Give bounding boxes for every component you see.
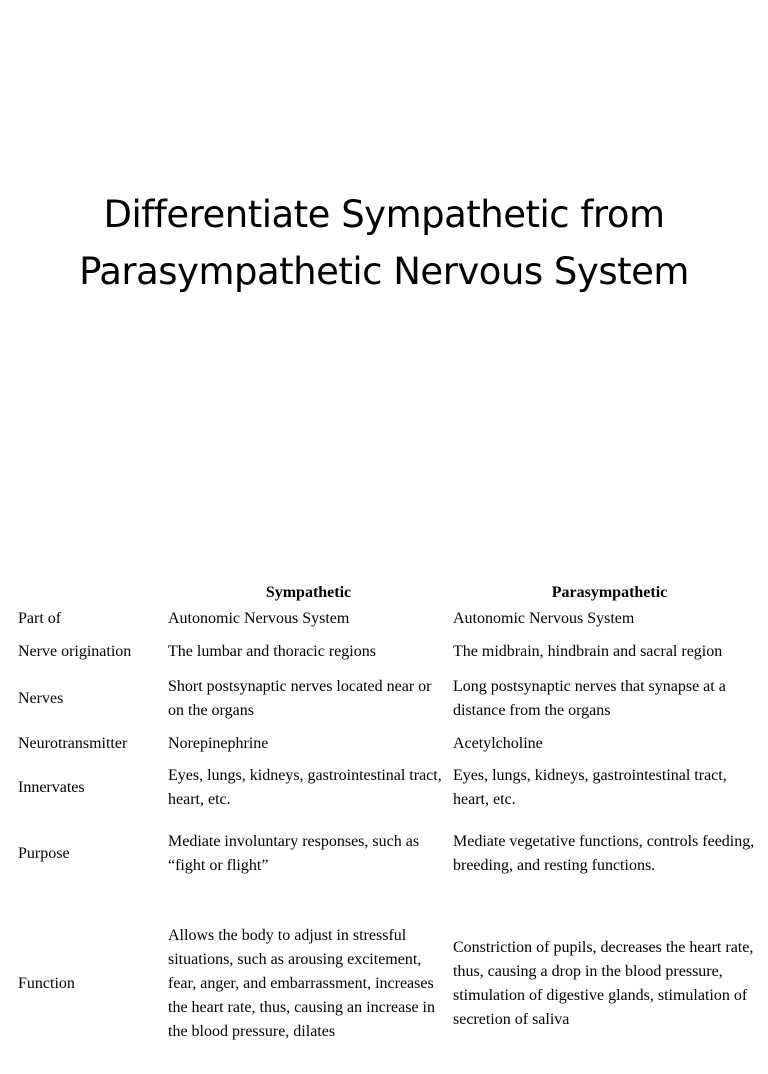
sympathetic-cell: Eyes, lungs, kidneys, gastrointestinal tract, heart, etc. xyxy=(168,767,442,808)
table-header-row xyxy=(14,578,766,605)
row-label: Nerve origination xyxy=(18,643,132,660)
header-sympathetic: Sympathetic xyxy=(265,584,352,601)
row-label: Neurotransmitter xyxy=(18,735,128,752)
row-label: Part of xyxy=(18,609,62,627)
table-row xyxy=(14,605,766,632)
sympathetic-cell: Short postsynaptic nerves located near or on the organs xyxy=(168,678,432,719)
parasympathetic-cell: Constriction of pupils, decreases the heart rate, thus, causing a drop in the blood pressure, stimulation of digestive glands, stimulation of secretion of saliva xyxy=(453,939,754,1028)
table-row xyxy=(14,762,766,814)
parasympathetic-cell: Eyes, lungs, kidneys, gastrointestinal tract, heart, etc. xyxy=(453,767,727,808)
row-label: Nerves xyxy=(18,690,64,707)
table-row xyxy=(14,726,766,762)
sympathetic-cell: Mediate involuntary responses, such as “fight or flight” xyxy=(168,833,420,874)
row-label: Purpose xyxy=(18,845,70,862)
header-empty xyxy=(14,578,164,605)
sympathetic-cell: Norepinephrine xyxy=(168,735,269,752)
parasympathetic-cell: Long postsynaptic nerves that synapse at a distance from the organs xyxy=(453,678,726,719)
parasympathetic-cell: Autonomic Nervous System xyxy=(453,609,635,627)
table-row xyxy=(14,814,766,894)
slide-title xyxy=(0,186,768,300)
title-line-1: Differentiate Sympathetic from xyxy=(103,193,665,236)
parasympathetic-cell: The midbrain, hindbrain and sacral region xyxy=(453,643,723,660)
parasympathetic-cell: Mediate vegetative functions, controls feeding, breeding, and resting functions. xyxy=(453,833,755,874)
sympathetic-cell: Autonomic Nervous System xyxy=(168,609,350,627)
table-row xyxy=(14,672,766,726)
sympathetic-cell: The lumbar and thoracic regions xyxy=(168,643,376,660)
title-line-2: Parasympathetic Nervous System xyxy=(79,250,689,293)
comparison-table xyxy=(14,578,766,1074)
table-row xyxy=(14,632,766,672)
row-label: Function xyxy=(18,975,75,992)
sympathetic-cell: Allows the body to adjust in stressful situations, such as arousing excitement, fear, anger, and embarrassment, increases the heart rate, thus, causing an increase in the blood pressure, dilates xyxy=(168,927,435,1040)
parasympathetic-cell: Acetylcholine xyxy=(453,735,543,752)
row-label: Innervates xyxy=(18,779,85,796)
table-row xyxy=(14,894,766,1074)
header-parasympathetic: Parasympathetic xyxy=(551,584,668,601)
